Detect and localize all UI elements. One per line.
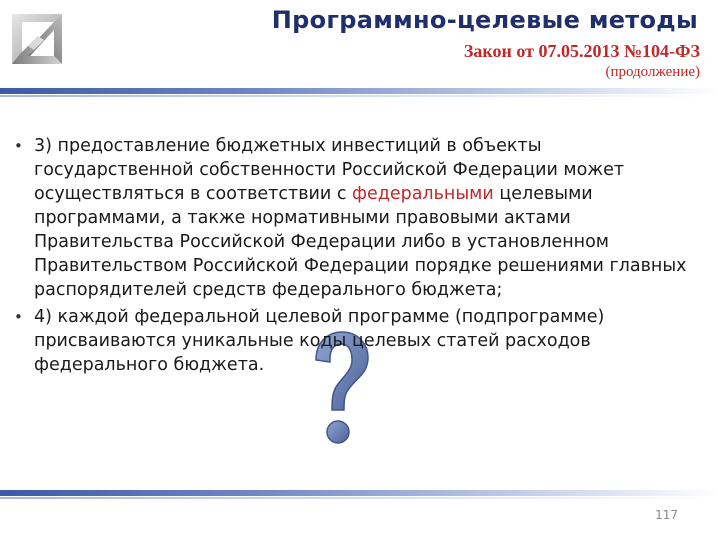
footer-divider-thin bbox=[0, 497, 720, 499]
bullet-icon: • bbox=[14, 308, 23, 326]
header-divider-thin bbox=[0, 95, 720, 97]
header-divider bbox=[0, 88, 720, 94]
bullet-text: 3) предоставление бюджетных инвестиций в объекты государственной собственности Российской Федерации может осуществляться в соответствии с bbox=[34, 136, 625, 204]
slide-title: Программно-целевые методы bbox=[271, 6, 698, 34]
law-reference: Закон от 07.05.2013 №104-ФЗ bbox=[463, 41, 700, 61]
bullet-icon: • bbox=[14, 137, 23, 155]
footer-divider bbox=[0, 490, 720, 496]
law-continuation: (продолжение) bbox=[605, 64, 700, 80]
bullet-text: 4) каждой федеральной целевой программе (подпрограмме) присваиваются уникальные коды целевых статей расходов федерального бюджета. bbox=[34, 307, 605, 375]
list-item bbox=[14, 305, 704, 377]
highlighted-term: федеральными bbox=[352, 184, 494, 204]
impossible-triangle-icon bbox=[4, 6, 70, 72]
page-number: 117 bbox=[655, 508, 678, 522]
slide-body bbox=[14, 134, 704, 380]
list-item bbox=[14, 134, 704, 302]
bullet-text-continued: целевыми программами, а также нормативными правовыми актами Правительства Российской Федерации либо в установленном Правительством Российской Федерации порядке решениями главных распорядителей средств федерального бюджета; bbox=[34, 184, 687, 300]
